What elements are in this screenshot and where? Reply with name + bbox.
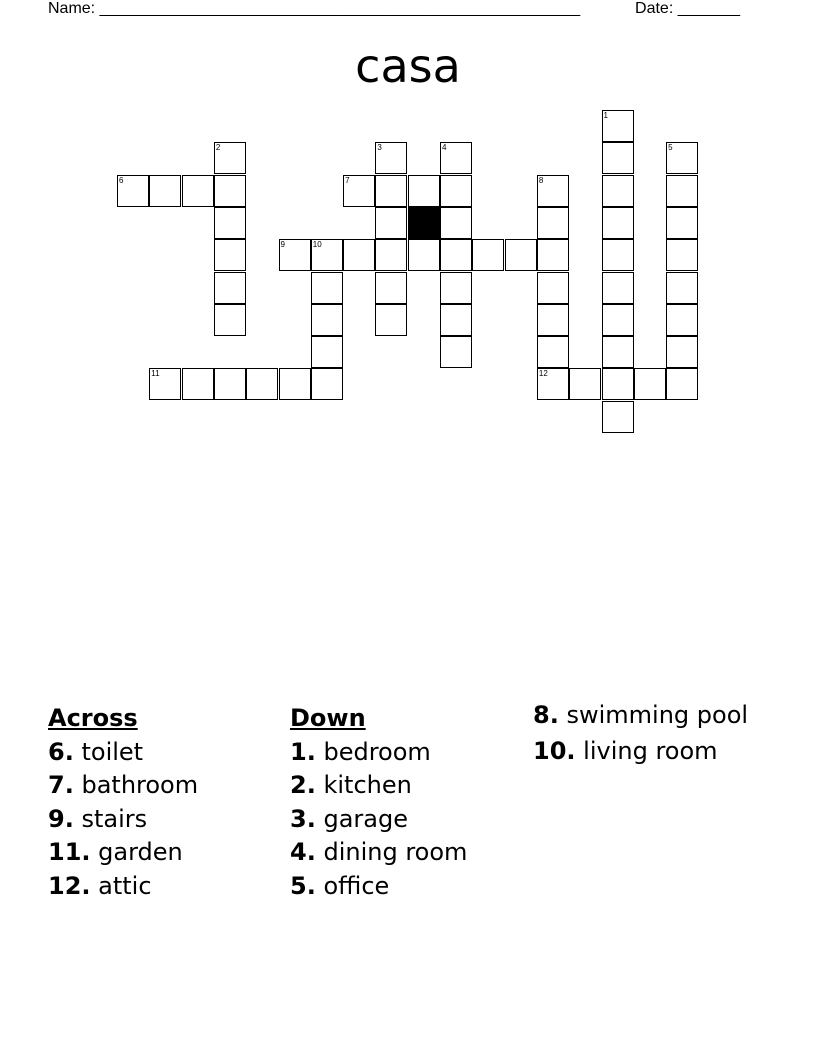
clue-text: attic [98, 871, 152, 900]
grid-cell[interactable] [666, 142, 698, 174]
clue-number: 7 [345, 175, 350, 185]
grid-cell[interactable] [214, 304, 246, 336]
grid-cell[interactable] [149, 175, 181, 207]
grid-cell[interactable] [666, 207, 698, 239]
grid-cell[interactable] [537, 336, 569, 368]
grid-cell[interactable] [311, 272, 343, 304]
clue-num: 10. [533, 737, 576, 765]
across-clue [48, 769, 268, 803]
grid-cell[interactable] [375, 272, 407, 304]
clue-number: 4 [442, 143, 447, 153]
down-clue [290, 870, 510, 904]
grid-cell[interactable] [602, 110, 634, 142]
clue-text: kitchen [323, 771, 412, 799]
grid-cell[interactable] [214, 207, 246, 239]
grid-cell[interactable] [537, 175, 569, 207]
clue-number: 6 [119, 175, 124, 185]
down-heading: Down [290, 704, 366, 732]
clue-num: 2. [290, 771, 316, 799]
grid-cell[interactable] [311, 304, 343, 336]
grid-cell[interactable] [602, 142, 634, 174]
clue-number: 9 [280, 240, 285, 250]
grid-cell[interactable] [602, 304, 634, 336]
clue-num: 12. [48, 871, 91, 900]
down_continued-clue [533, 702, 753, 729]
grid-cell[interactable] [246, 368, 278, 400]
grid-cell[interactable] [666, 336, 698, 368]
grid-cell[interactable] [537, 207, 569, 239]
grid-cell[interactable] [537, 239, 569, 271]
grid-cell[interactable] [666, 175, 698, 207]
across-clue [48, 803, 268, 837]
grid-cell[interactable] [666, 272, 698, 304]
grid-cell[interactable] [214, 368, 246, 400]
down-clues-continued-column [533, 702, 753, 769]
grid-cell[interactable] [311, 336, 343, 368]
clue-num: 7. [48, 771, 74, 799]
grid-cell[interactable] [602, 239, 634, 271]
grid-cell[interactable] [505, 239, 537, 271]
grid-cell[interactable] [537, 272, 569, 304]
clues-section [48, 702, 768, 922]
grid-cell[interactable] [602, 272, 634, 304]
grid-cell[interactable] [311, 239, 343, 271]
grid-cell[interactable] [375, 239, 407, 271]
grid-cell[interactable] [440, 175, 472, 207]
clue-number: 10 [312, 240, 322, 250]
grid-cell[interactable] [602, 368, 634, 400]
across-clue [48, 870, 268, 904]
date-field[interactable]: Date: _______ [635, 0, 740, 17]
clue-num: 3. [290, 804, 316, 833]
clue-text: bathroom [81, 771, 199, 799]
across-clues-column [48, 702, 268, 903]
blocked-cell [408, 207, 440, 239]
down-clues-column [290, 702, 510, 903]
grid-cell[interactable] [214, 142, 246, 174]
clue-number: 1 [603, 111, 608, 120]
clue-num: 9. [48, 804, 74, 833]
clue-text: office [323, 871, 390, 900]
grid-cell[interactable] [343, 239, 375, 271]
grid-cell[interactable] [602, 336, 634, 368]
clue-num: 8. [533, 701, 559, 729]
grid-cell[interactable] [214, 272, 246, 304]
grid-cell[interactable] [343, 175, 375, 207]
grid-cell[interactable] [440, 207, 472, 239]
grid-cell[interactable] [182, 368, 214, 400]
clue-num: 5. [290, 871, 316, 900]
name-field[interactable]: Name: ______________________________________________________ [48, 0, 581, 17]
down-clue [290, 836, 510, 870]
clue-num: 6. [48, 737, 74, 766]
grid-cell[interactable] [440, 272, 472, 304]
grid-cell[interactable] [117, 175, 149, 207]
clue-text: living room [583, 737, 718, 765]
grid-cell[interactable] [375, 175, 407, 207]
across-heading: Across [48, 704, 138, 732]
grid-cell[interactable] [666, 304, 698, 336]
grid-cell[interactable] [666, 368, 698, 400]
clue-text: garage [323, 804, 408, 833]
grid-cell[interactable] [375, 304, 407, 336]
clue-text: stairs [81, 804, 148, 833]
grid-cell[interactable] [666, 239, 698, 271]
grid-cell[interactable] [440, 336, 472, 368]
clue-text: dining room [323, 838, 468, 866]
grid-cell[interactable] [311, 368, 343, 400]
down_continued-clue [533, 735, 753, 769]
grid-cell[interactable] [472, 239, 504, 271]
grid-cell[interactable] [602, 207, 634, 239]
clue-num: 4. [290, 838, 316, 866]
puzzle-title: casa [355, 39, 461, 93]
grid-cell[interactable] [602, 401, 634, 433]
clue-number: 8 [538, 175, 544, 185]
grid-cell[interactable] [440, 142, 472, 174]
grid-cell[interactable] [279, 239, 311, 271]
clue-text: swimming pool [566, 701, 749, 729]
down-clue [290, 736, 510, 770]
grid-cell[interactable] [214, 175, 246, 207]
clue-text: bedroom [323, 737, 431, 766]
grid-cell[interactable] [408, 175, 440, 207]
clue-num: 11. [48, 838, 91, 866]
grid-cell[interactable] [440, 239, 472, 271]
grid-cell[interactable] [634, 368, 666, 400]
grid-cell[interactable] [440, 304, 472, 336]
across-clue [48, 836, 268, 870]
clue-number: 11 [151, 369, 160, 379]
clue-num: 1. [290, 737, 316, 766]
clue-number: 3 [377, 143, 382, 153]
clue-number: 12 [538, 369, 548, 379]
clue-text: garden [98, 838, 183, 866]
down-clue [290, 769, 510, 803]
crossword-grid [0, 0, 816, 460]
down-clue [290, 803, 510, 837]
grid-cell[interactable] [408, 239, 440, 271]
clue-number: 5 [668, 143, 673, 153]
grid-cell[interactable] [569, 368, 601, 400]
clue-text: toilet [81, 737, 144, 766]
grid-cell[interactable] [537, 368, 569, 400]
grid-cell[interactable] [214, 239, 246, 271]
grid-cell[interactable] [602, 175, 634, 207]
grid-cell[interactable] [375, 142, 407, 174]
clue-number: 2 [215, 143, 221, 153]
grid-cell[interactable] [537, 304, 569, 336]
grid-cell[interactable] [279, 368, 311, 400]
across-clue [48, 736, 268, 770]
grid-cell[interactable] [182, 175, 214, 207]
grid-cell[interactable] [375, 207, 407, 239]
grid-cell[interactable] [149, 368, 181, 400]
